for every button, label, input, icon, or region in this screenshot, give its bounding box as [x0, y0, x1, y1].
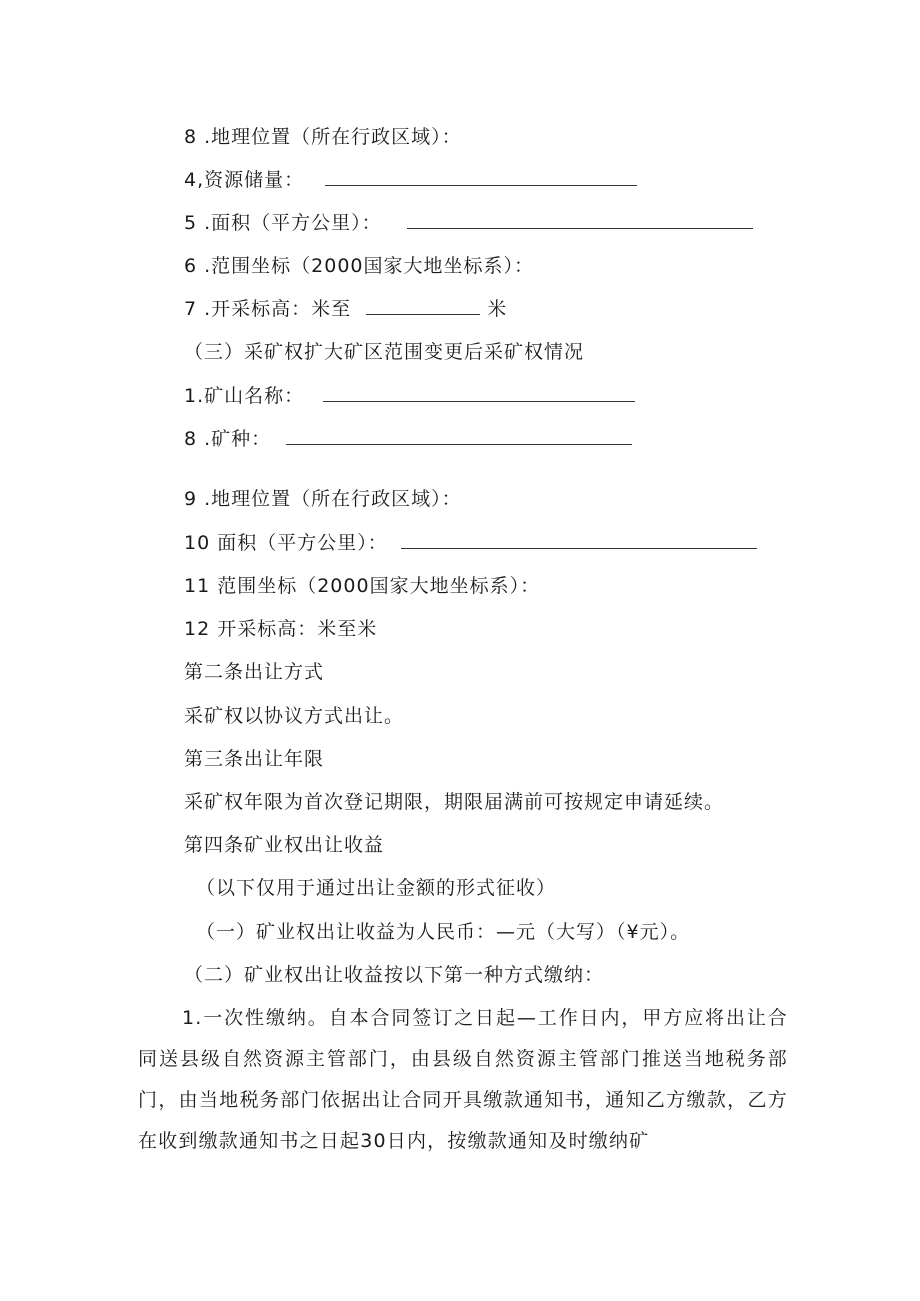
section-heading-three: （三）采矿权扩大矿区范围变更后采矿权情况: [184, 341, 585, 363]
item-area-2-label: 10 面积（平方公里）：: [184, 532, 388, 554]
item-area-1: [184, 210, 753, 236]
item-reserves: [184, 167, 637, 193]
reserves-blank: [325, 167, 637, 186]
item-mineral-type-label: 8 .矿种：: [184, 428, 272, 450]
article-four-heading: 第四条矿业权出让收益: [184, 834, 385, 856]
item-area-1-label: 5 .面积（平方公里）：: [184, 212, 382, 234]
mineral-type-blank: [286, 426, 632, 445]
item-elevation-1-label: 7 .开采标高：米至: [184, 298, 352, 320]
article-two-text: 采矿权以协议方式出让。: [184, 705, 405, 727]
item-coordinates-2: 11 范围坐标（2000国家大地坐标系）：: [184, 575, 541, 597]
mine-name-blank: [323, 383, 635, 402]
article-four-item-two: （二）矿业权出让收益按以下第一种方式缴纳：: [184, 964, 605, 986]
item-coordinates-1: 6 .范围坐标（2000国家大地坐标系）：: [184, 255, 535, 277]
item-mineral-type: [184, 426, 632, 452]
item-elevation-1-unit: 米: [487, 298, 508, 320]
item-geo-location-1: 8 .地理位置（所在行政区域）：: [184, 126, 462, 148]
item-mine-name: [184, 383, 635, 409]
article-four-note: （以下仅用于通过出让金额的形式征收）: [196, 877, 557, 899]
item-mine-name-label: 1.矿山名称：: [184, 385, 305, 407]
item-elevation-1: [184, 296, 507, 322]
area-1-blank: [407, 210, 753, 229]
article-three-heading: 第三条出让年限: [184, 748, 325, 770]
item-reserves-label: 4,资源储量：: [184, 169, 305, 191]
area-2-blank: [401, 530, 757, 549]
article-three-text: 采矿权年限为首次登记期限，期限届满前可按规定申请延续。: [184, 791, 725, 813]
payment-paragraph: 1.一次性缴纳。自本合同签订之日起—工作日内，甲方应将出让合同送县级自然资源主管部门，由县级自然资源主管部门推送当地税务部门，由当地税务部门依据出让合同开具缴款通知书，通知乙方缴款，乙方在收到缴款通知书之日起30日内，按缴款通知及时缴纳矿: [138, 1007, 788, 1152]
item-elevation-2: 12 开采标高：米至米: [184, 618, 378, 640]
item-geo-location-2: 9 .地理位置（所在行政区域）：: [184, 488, 462, 510]
article-four-item-one: （一）矿业权出让收益为人民币：—元（大写）（¥元）。: [196, 921, 691, 943]
elevation-1-blank: [366, 296, 480, 315]
article-two-heading: 第二条出让方式: [184, 661, 325, 683]
item-area-2: [184, 530, 757, 556]
